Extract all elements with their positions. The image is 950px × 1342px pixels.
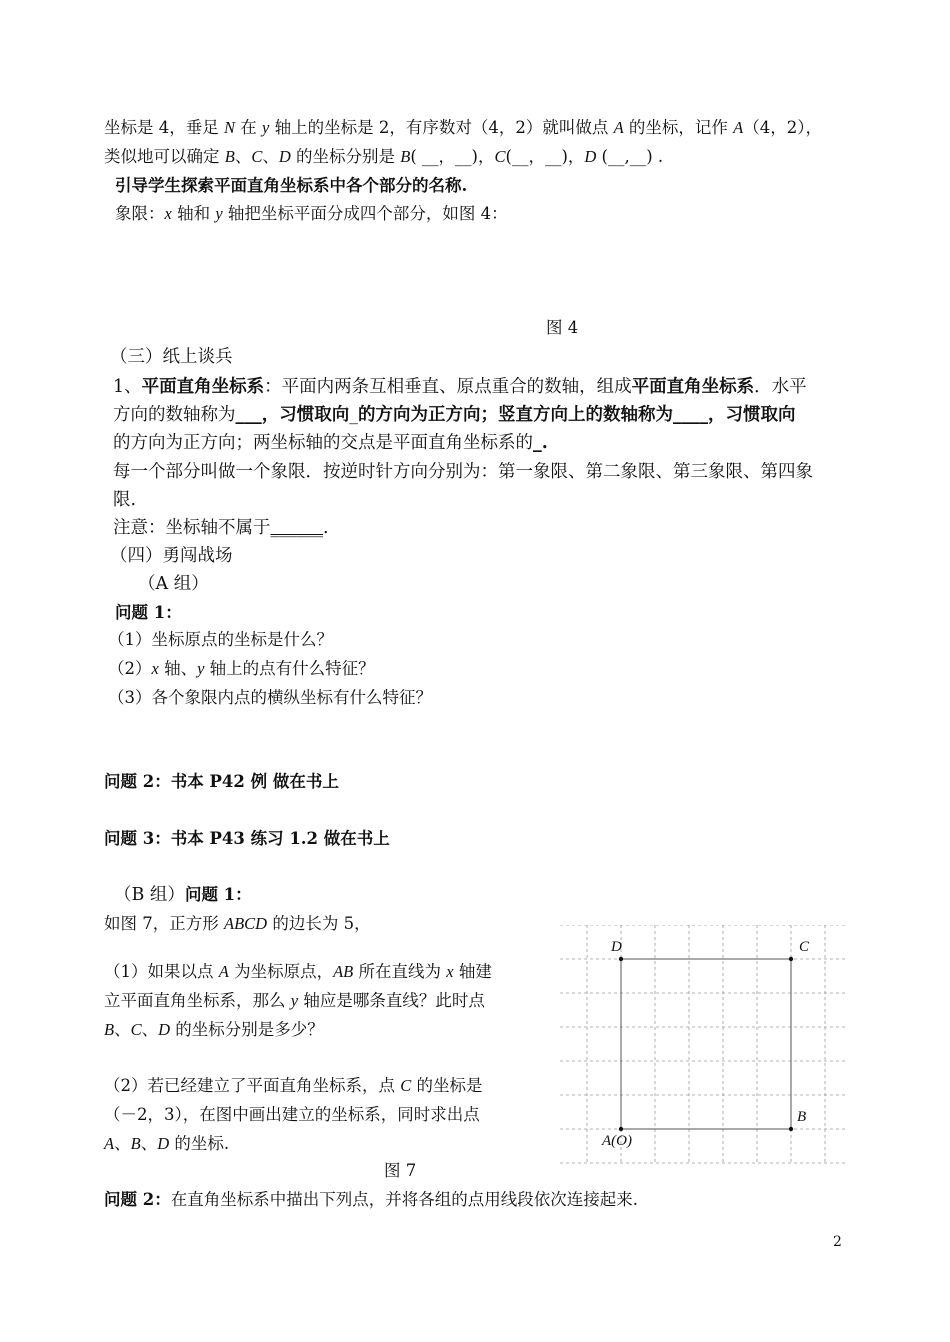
- quadrant-line: [115, 204, 508, 224]
- text: 轴和: [171, 204, 216, 223]
- blank-pair: (__,__) .: [596, 147, 664, 166]
- definition-line-3: [113, 433, 548, 454]
- term: 平面直角坐标系: [631, 377, 755, 397]
- var-AB: AB: [333, 962, 354, 981]
- square-abcd: [621, 959, 791, 1129]
- var-x: x: [164, 204, 172, 223]
- blank: ___: [235, 405, 262, 425]
- text: 类似地可以确定: [104, 147, 225, 166]
- text: 在直角坐标系中描出下列点，并将各组的点用线段依次连接起来.: [170, 1190, 638, 1209]
- text: ．水平: [754, 377, 807, 397]
- var-ABCD: ABCD: [224, 914, 268, 933]
- text: 的坐标.: [169, 1134, 230, 1153]
- text: 轴上的点有什么特征？: [204, 659, 375, 678]
- text: 、: [114, 1020, 131, 1039]
- text: 、: [141, 1020, 159, 1039]
- label-C: C: [799, 939, 810, 955]
- sub1-line-1: [104, 962, 492, 982]
- text: 的坐标，记作: [623, 118, 734, 137]
- var-C: C: [130, 1020, 142, 1039]
- text: （4，2），: [743, 118, 823, 137]
- figure-4-caption: 图 4: [546, 318, 579, 337]
- text: 轴上的坐标是 2，有序数对（4，2）就叫做点: [269, 118, 614, 137]
- blank: _: [533, 433, 542, 453]
- var-A: A: [613, 118, 624, 137]
- note-line: [113, 518, 329, 539]
- var-C: C: [400, 1076, 412, 1095]
- text: 为坐标原点，: [228, 962, 334, 981]
- var-x: x: [446, 962, 454, 981]
- sub2-line-3: [104, 1134, 229, 1154]
- problem-1-item-2: [108, 659, 375, 679]
- group-b-intro: [104, 914, 371, 934]
- guide-line: 引导学生探索平面直角坐标系中各个部分的名称.: [115, 176, 468, 195]
- group-b-problem-2: [104, 1190, 638, 1210]
- var-C: C: [494, 147, 506, 166]
- text: 、: [140, 1134, 158, 1153]
- group-a-label: （A 组）: [138, 574, 209, 594]
- var-B: B: [104, 1020, 115, 1039]
- section-3-heading: （三）纸上谈兵: [110, 347, 233, 367]
- text: 在: [235, 118, 263, 137]
- var-A: A: [733, 118, 744, 137]
- text: （1）如果以点: [104, 962, 219, 981]
- text: 的坐标是: [411, 1076, 483, 1095]
- intro-line-1: [104, 118, 822, 138]
- text: 1、: [113, 377, 142, 397]
- var-D: D: [584, 147, 597, 166]
- page-number: 2: [833, 1234, 842, 1250]
- var-x: x: [151, 659, 159, 678]
- blank: ______: [270, 518, 323, 538]
- var-A: A: [218, 962, 229, 981]
- sub1-line-2: [104, 991, 485, 1011]
- text: 、: [234, 147, 252, 166]
- point-D: [619, 957, 623, 961]
- var-D: D: [157, 1134, 170, 1153]
- sub2-line-1: [104, 1076, 483, 1096]
- text: （2）: [108, 659, 152, 678]
- definition-line-2: [113, 405, 796, 426]
- text: 的坐标分别是: [290, 147, 401, 166]
- var-A: A: [104, 1134, 115, 1153]
- text: 轴、: [158, 659, 198, 678]
- text: .: [541, 433, 548, 453]
- text: 的方向为正方向；两坐标轴的交点是平面直角坐标系的: [113, 433, 533, 453]
- var-C: C: [251, 147, 263, 166]
- section-4-heading: （四）勇闯战场: [110, 546, 233, 566]
- text: （2）若已经建立了平面直角坐标系，点: [104, 1076, 401, 1095]
- text: 、: [114, 1134, 131, 1153]
- group-b-problem-title: 问题 1：: [184, 885, 252, 904]
- text: 方向的数轴称为: [113, 405, 236, 425]
- blank-pair: (__，__)，: [505, 147, 585, 166]
- var-D: D: [158, 1020, 171, 1039]
- blank: ____: [673, 405, 708, 425]
- text: 象限：: [115, 204, 165, 223]
- var-D: D: [278, 147, 291, 166]
- text: 注意：坐标轴不属于: [113, 518, 271, 538]
- text: ，习惯取向: [708, 405, 796, 425]
- text: 的边长为 5，: [267, 914, 371, 933]
- point-B: [789, 1127, 793, 1131]
- quadrant-order-line-end: 限.: [113, 490, 137, 510]
- problem-1-item-1: （1）坐标原点的坐标是什么？: [108, 630, 333, 649]
- problem-2-line: 问题 2：书本 P42 例 做在书上: [104, 772, 339, 791]
- label-D: D: [611, 939, 622, 955]
- intro-line-2: [104, 147, 663, 167]
- square-vertices: [619, 957, 793, 1131]
- problem-1-item-3: （3）各个象限内点的横纵坐标有什么特征？: [108, 688, 432, 707]
- var-y: y: [290, 991, 299, 1010]
- text: 的坐标分别是多少？: [170, 1020, 324, 1039]
- definition-line-1: [113, 377, 807, 398]
- figure-7-caption: 图 7: [384, 1161, 417, 1180]
- blank: _: [349, 405, 358, 425]
- text: ，习惯取向: [261, 405, 350, 425]
- var-B: B: [224, 147, 235, 166]
- var-N: N: [224, 118, 236, 137]
- var-y: y: [215, 204, 223, 223]
- text: 坐标是 4，垂足: [104, 118, 224, 137]
- sub2-line-2: （－2，3），在图中画出建立的坐标系，同时求出点: [104, 1105, 480, 1124]
- text: 轴建: [453, 962, 492, 981]
- problem-3-line: 问题 3：书本 P43 练习 1.2 做在书上: [104, 829, 390, 848]
- problem-1-title: 问题 1：: [115, 603, 182, 622]
- text: .: [323, 518, 329, 538]
- text: 的方向为正方向；竖直方向上的数轴称为: [358, 405, 673, 425]
- group-b-label: （B 组）: [114, 885, 185, 905]
- point-C: [789, 957, 793, 961]
- blank-pair: ( __，__)，: [410, 147, 495, 166]
- var-y: y: [197, 659, 205, 678]
- var-y: y: [262, 118, 270, 137]
- var-B: B: [130, 1134, 141, 1153]
- text: 所在直线为: [353, 962, 447, 981]
- text: ：平面内两条互相垂直、原点重合的数轴，组成: [264, 377, 632, 397]
- text: 如图 7，正方形: [104, 914, 224, 933]
- figure-7-grid: [555, 925, 850, 1170]
- text: 轴把坐标平面分成四个部分，如图 4：: [222, 204, 508, 223]
- text: 轴应是哪条直线？此时点: [298, 991, 485, 1010]
- point-A: [619, 1127, 623, 1131]
- problem-2-title: 问题 2：: [104, 1190, 171, 1209]
- text: 、: [262, 147, 279, 166]
- text: 立平面直角坐标系，那么: [104, 991, 291, 1010]
- var-B: B: [400, 147, 411, 166]
- sub1-line-3: [104, 1020, 324, 1040]
- label-A-origin: A(O): [602, 1133, 632, 1149]
- group-b-line: [114, 885, 252, 906]
- quadrant-order-line: 每一个部分叫做一个象限．按逆时针方向分别为：第一象限、第二象限、第三象限、第四象: [113, 462, 813, 482]
- term: 平面直角坐标系: [141, 377, 265, 397]
- label-B: B: [797, 1109, 807, 1125]
